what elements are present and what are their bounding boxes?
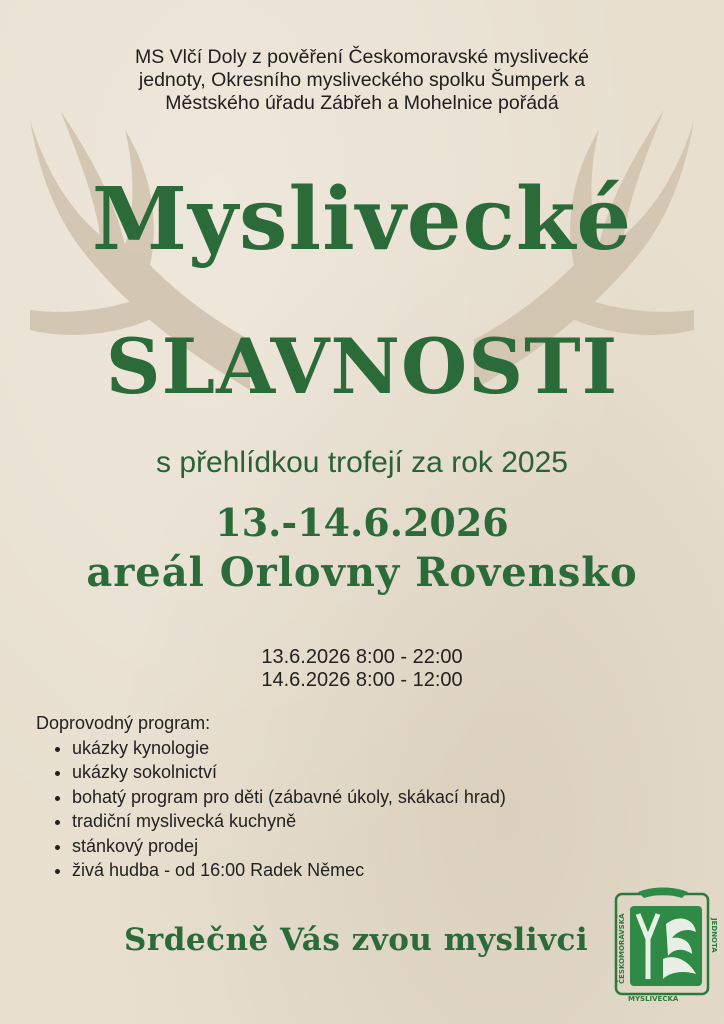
program-list: [36, 736, 506, 883]
logo-text-left: ČESKOMORAVSKÁ: [618, 913, 626, 984]
event-venue: areál Orlovny Rovensko: [86, 549, 638, 596]
event-subtitle: s přehlídkou trofejí za rok 2025: [156, 446, 568, 479]
event-date: 13.-14.6.2026: [215, 500, 509, 545]
intro-line-1: MS Vlčí Doly z pověření Českomoravské myslivecké: [134, 46, 590, 68]
accompanying-program: [36, 711, 506, 883]
opening-hours: [0, 646, 724, 692]
list-item: • živá hudba - od 16:00 Radek Němec: [72, 858, 506, 883]
list-item: • ukázky kynologie: [72, 736, 506, 761]
list-item: • bohatý program pro děti (zábavné úkoly, skákací hrad): [72, 785, 506, 810]
list-item: • ukázky sokolnictví: [72, 760, 506, 785]
hours-day-2: 14.6.2026 8:00 - 12:00: [261, 669, 463, 691]
event-title-line-1: Myslivecké: [91, 169, 633, 270]
intro-line-3: Městského úřadu Zábřeh a Mohelnice pořádá: [165, 92, 559, 114]
hours-day-1: 13.6.2026 8:00 - 22:00: [261, 646, 463, 668]
program-heading: Doprovodný program:: [36, 713, 211, 733]
logo-text-right: JEDNOTA: [710, 918, 718, 953]
list-item: • stánkový prodej: [72, 834, 506, 859]
list-item: • tradiční myslivecká kuchyně: [72, 809, 506, 834]
closing-invitation: Srdečně Vás zvou myslivci: [124, 922, 589, 958]
intro-line-2: jednoty, Okresního mysliveckého spolku Šumperk a: [138, 69, 586, 91]
organizer-intro: [0, 46, 724, 115]
logo-text-bottom: MYSLIVECKÁ: [628, 995, 679, 1003]
event-title-line-2: SLAVNOSTI: [105, 322, 619, 411]
cmmj-emblem-icon: [608, 884, 716, 1002]
